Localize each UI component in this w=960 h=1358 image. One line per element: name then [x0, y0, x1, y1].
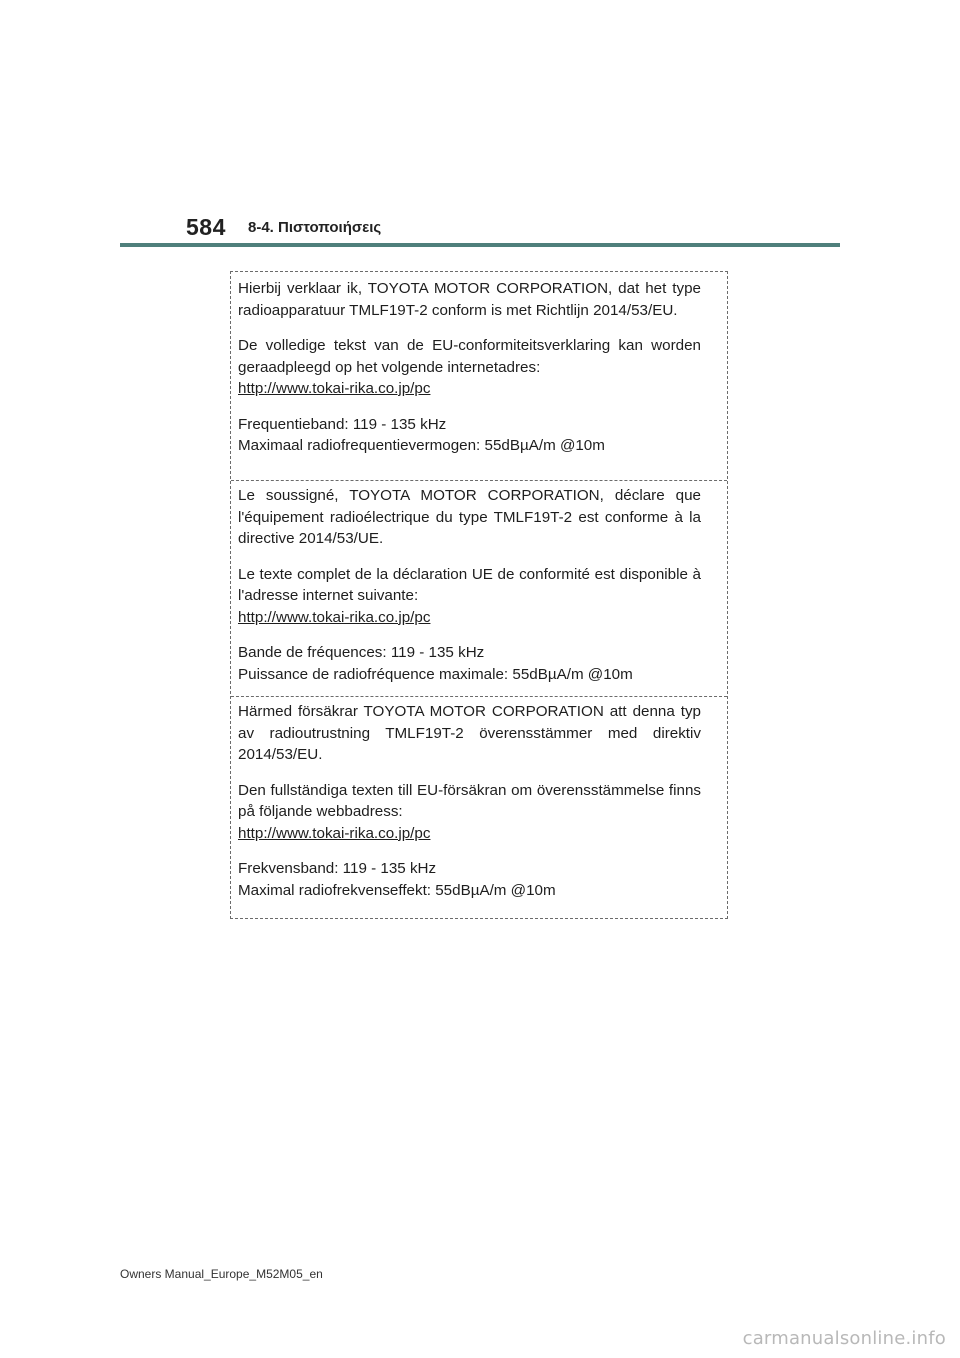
- availability-text: Den fullständiga texten till EU-försäkran om överensstämmelse finns på följande webbadress:: [238, 781, 701, 820]
- radio-specs: [238, 414, 701, 457]
- declaration-availability: [238, 335, 701, 400]
- manual-footer: Owners Manual_Europe_M52M05_en: [120, 1267, 323, 1281]
- declaration-link[interactable]: http://www.tokai-rika.co.jp/pc: [238, 380, 431, 397]
- max-power: Puissance de radiofréquence maximale: 55dBµA/m @10m: [238, 665, 633, 683]
- conformity-statement: Le soussigné, TOYOTA MOTOR CORPORATION, déclare que l'équipement radioélectrique du type TMLF19T-2 est conforme à la directive 2014/53/UE.: [238, 487, 701, 547]
- availability-text: Le texte complet de la déclaration UE de conformité est disponible à l'adresse internet suivante:: [238, 565, 701, 604]
- max-power: Maximaal radiofrequentievermogen: 55dBµA/m @10m: [238, 437, 605, 454]
- conformity-statement: Härmed försäkrar TOYOTA MOTOR CORPORATION att denna typ av radioutrustning TMLF19T-2 överensstämmer med direktiv 2014/53/EU.: [238, 703, 701, 763]
- certificate-swedish: [231, 696, 727, 915]
- conformity-statement: Hierbij verklaar ik, TOYOTA MOTOR CORPORATION, dat het type radioapparatuur TMLF19T-2 conform is met Richtlijn 2014/53/EU.: [238, 280, 701, 319]
- declaration-link[interactable]: http://www.tokai-rika.co.jp/pc: [238, 608, 431, 626]
- frequency-band: Bande de fréquences: 119 - 135 kHz: [238, 644, 485, 661]
- declaration-availability: [238, 564, 701, 629]
- declaration-availability: [238, 780, 701, 845]
- page-header: [0, 0, 960, 250]
- page-number: 584: [186, 214, 226, 240]
- radio-specs: [238, 858, 701, 901]
- radio-specs: [238, 642, 701, 685]
- certification-box: [230, 271, 728, 919]
- max-power: Maximal radiofrekvenseffekt: 55dBµA/m @10m: [238, 881, 556, 899]
- certificate-french: [231, 480, 727, 699]
- frequency-band: Frekvensband: 119 - 135 kHz: [238, 860, 437, 877]
- declaration-link[interactable]: http://www.tokai-rika.co.jp/pc: [238, 824, 431, 842]
- section-title: 8-4. Πιστοποιήσεις: [248, 219, 382, 236]
- header-rule: [120, 243, 840, 247]
- availability-text: De volledige tekst van de EU-conformiteitsverklaring kan worden geraadpleegd op het volgende internetadres:: [238, 337, 701, 376]
- certificate-dutch: [231, 278, 727, 471]
- frequency-band: Frequentieband: 119 - 135 kHz: [238, 415, 447, 433]
- site-watermark: carmanualsonline.info: [742, 1328, 946, 1349]
